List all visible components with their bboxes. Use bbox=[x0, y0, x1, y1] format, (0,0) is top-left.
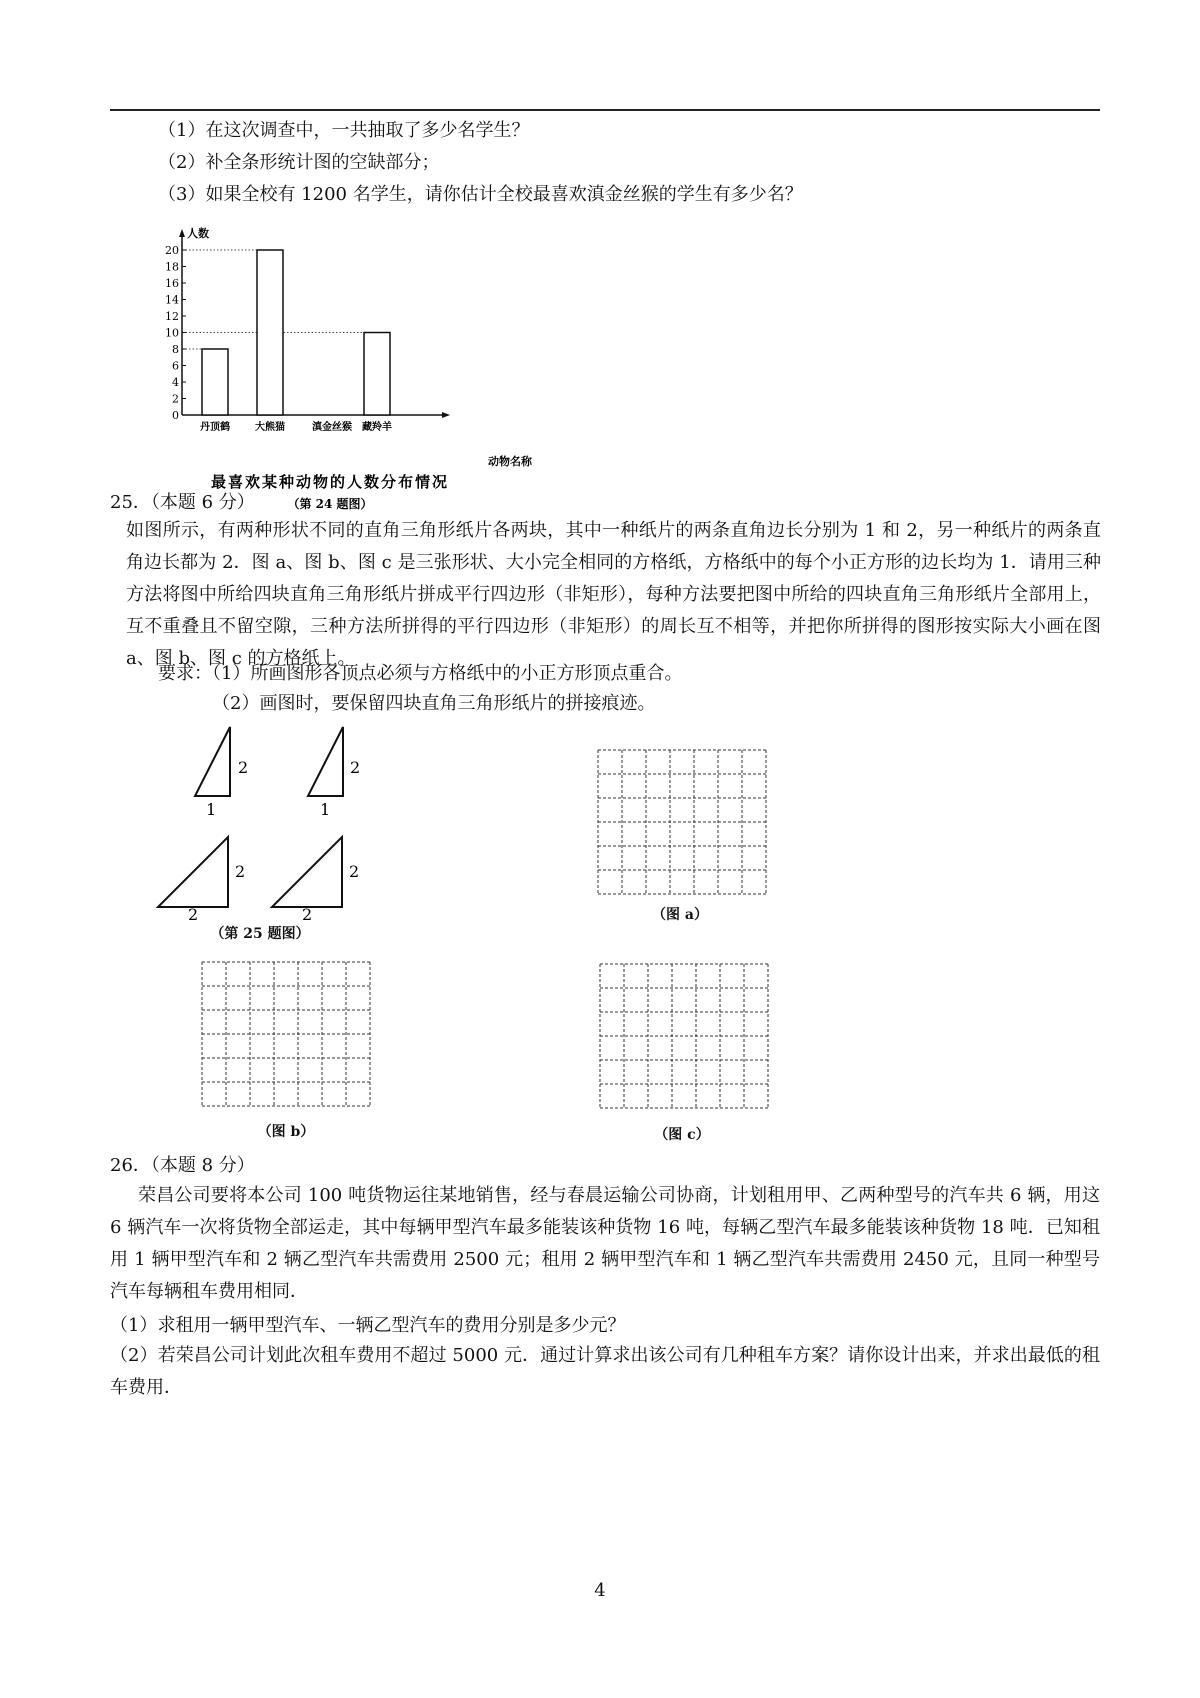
q25-figure-caption: （第 25 题图） bbox=[210, 926, 310, 942]
large-triangle-1-vertical-label: 2 bbox=[235, 862, 246, 881]
grid-paper-c[interactable] bbox=[598, 962, 770, 1110]
y-tick-label: 6 bbox=[172, 359, 179, 373]
header-rule bbox=[110, 109, 1100, 111]
q25-body: 如图所示，有两种形状不同的直角三角形纸片各两块，其中一种纸片的两条直角边长分别为 1 和 2，另一种纸片的两条直角边长都为 2．图 a、图 b、图 c 是三张形状、大小完全相同的方格纸，方格纸中的每个小正方形的边长均为 1．请用三种方法将图中所给四块直角三角形纸片拼成平行四边形（非矩形），每种方法要把图中所给的四块直角三角形纸片全部用上，互不重叠且不留空隙，三种方法所拼得的平行四边形（非矩形）的周长互不相等，并把你所拼得的图形按实际大小画在图 a、图 b、图 c 的方格纸上。 bbox=[126, 520, 1101, 669]
small-triangle-2-base-label: 1 bbox=[320, 800, 331, 819]
large-triangle-1 bbox=[158, 837, 228, 907]
small-triangle-1-vertical-label: 2 bbox=[238, 758, 249, 777]
bar-2 bbox=[257, 250, 283, 415]
large-triangle-1-base-label: 2 bbox=[188, 905, 199, 920]
x-axis-arrow bbox=[442, 412, 450, 418]
grid-c-caption: （图 c） bbox=[654, 1127, 710, 1143]
q26-body: 荣昌公司要将本公司 100 吨货物运往某地销售，经与春晨运输公司协商，计划租用甲、乙两种型号的汽车共 6 辆，用这 6 辆汽车一次将货物全部运走，其中每辆甲型汽车最多能装该种货物 16 吨，每辆乙型汽车最多能装该种货物 18 吨．已知租用 1 辆甲型汽车和 2 辆乙型汽车共需费用 2500 元；租用 2 辆甲型汽车和 1 辆乙型汽车共需费用 2450 元，且同一种型号汽车每辆租车费用相同． bbox=[110, 1185, 1100, 1302]
y-tick-label: 12 bbox=[165, 310, 179, 323]
q24-sub1: （1）在这次调查中，一共抽取了多少名学生？ bbox=[158, 120, 530, 141]
large-triangle-2-vertical-label: 2 bbox=[349, 862, 360, 881]
q24-sub3: （3）如果全校有 1200 名学生，请你估计全校最喜欢滇金丝猴的学生有多少名？ bbox=[158, 184, 803, 205]
grid-paper-b[interactable] bbox=[200, 960, 372, 1108]
y-axis-arrow bbox=[179, 229, 185, 237]
q26-sub2: （2）若荣昌公司计划此次租车费用不超过 5000 元．通过计算求出该公司有几种租车方案？请你设计出来，并求出最低的租车费用． bbox=[110, 1345, 1100, 1398]
bar-4 bbox=[364, 333, 390, 416]
bar-1 bbox=[202, 349, 228, 415]
large-triangle-2 bbox=[272, 837, 342, 907]
category-label: 藏羚羊 bbox=[362, 422, 392, 433]
grid-paper-a[interactable] bbox=[596, 748, 768, 896]
y-tick-label: 14 bbox=[165, 293, 179, 307]
large-triangle-2-base-label: 2 bbox=[302, 905, 313, 920]
grid-b-caption: （图 b） bbox=[257, 1124, 315, 1140]
y-tick-label: 20 bbox=[165, 244, 179, 257]
category-label: 大熊猫 bbox=[255, 422, 285, 433]
q25-req2: （2）画图时，要保留四块直角三角形纸片的拼接痕迹。 bbox=[212, 693, 656, 714]
category-label: 滇金丝猴 bbox=[312, 422, 352, 433]
q26-header: 26．（本题 8 分） bbox=[110, 1155, 255, 1176]
chart-caption: （第 24 题图） bbox=[287, 497, 373, 511]
y-tick-label: 8 bbox=[172, 343, 179, 356]
q26-sub1: （1）求租用一辆甲型汽车、一辆乙型汽车的费用分别是多少元？ bbox=[110, 1315, 626, 1336]
y-tick-label: 2 bbox=[172, 392, 179, 406]
y-tick-label: 16 bbox=[165, 277, 179, 290]
category-label: 丹顶鹤 bbox=[200, 422, 230, 433]
page-number: 4 bbox=[594, 1580, 606, 1601]
x-axis-label: 动物名称 bbox=[488, 455, 532, 468]
q24-sub2: （2）补全条形统计图的空缺部分； bbox=[158, 152, 440, 173]
bar-chart bbox=[160, 225, 540, 515]
small-triangle-1 bbox=[195, 727, 230, 796]
grid-a-caption: （图 a） bbox=[652, 907, 708, 923]
q25-header: 25．（本题 6 分） bbox=[110, 492, 255, 513]
q25-req1: 要求：（1）所画图形各顶点必须与方格纸中的小正方形顶点重合。 bbox=[158, 663, 683, 684]
small-triangle-2-vertical-label: 2 bbox=[350, 758, 361, 777]
chart-title: 最喜欢某种动物的人数分布情况 bbox=[210, 473, 450, 491]
y-tick-label: 18 bbox=[165, 260, 179, 274]
small-triangle-1-base-label: 1 bbox=[206, 800, 217, 819]
small-triangle-2 bbox=[308, 727, 343, 796]
y-tick-label: 4 bbox=[172, 376, 179, 389]
y-axis-label: 人数 bbox=[187, 227, 209, 240]
triangle-pieces-figure bbox=[150, 720, 410, 920]
y-tick-label: 10 bbox=[165, 326, 179, 340]
y-tick-label: 0 bbox=[172, 409, 179, 422]
